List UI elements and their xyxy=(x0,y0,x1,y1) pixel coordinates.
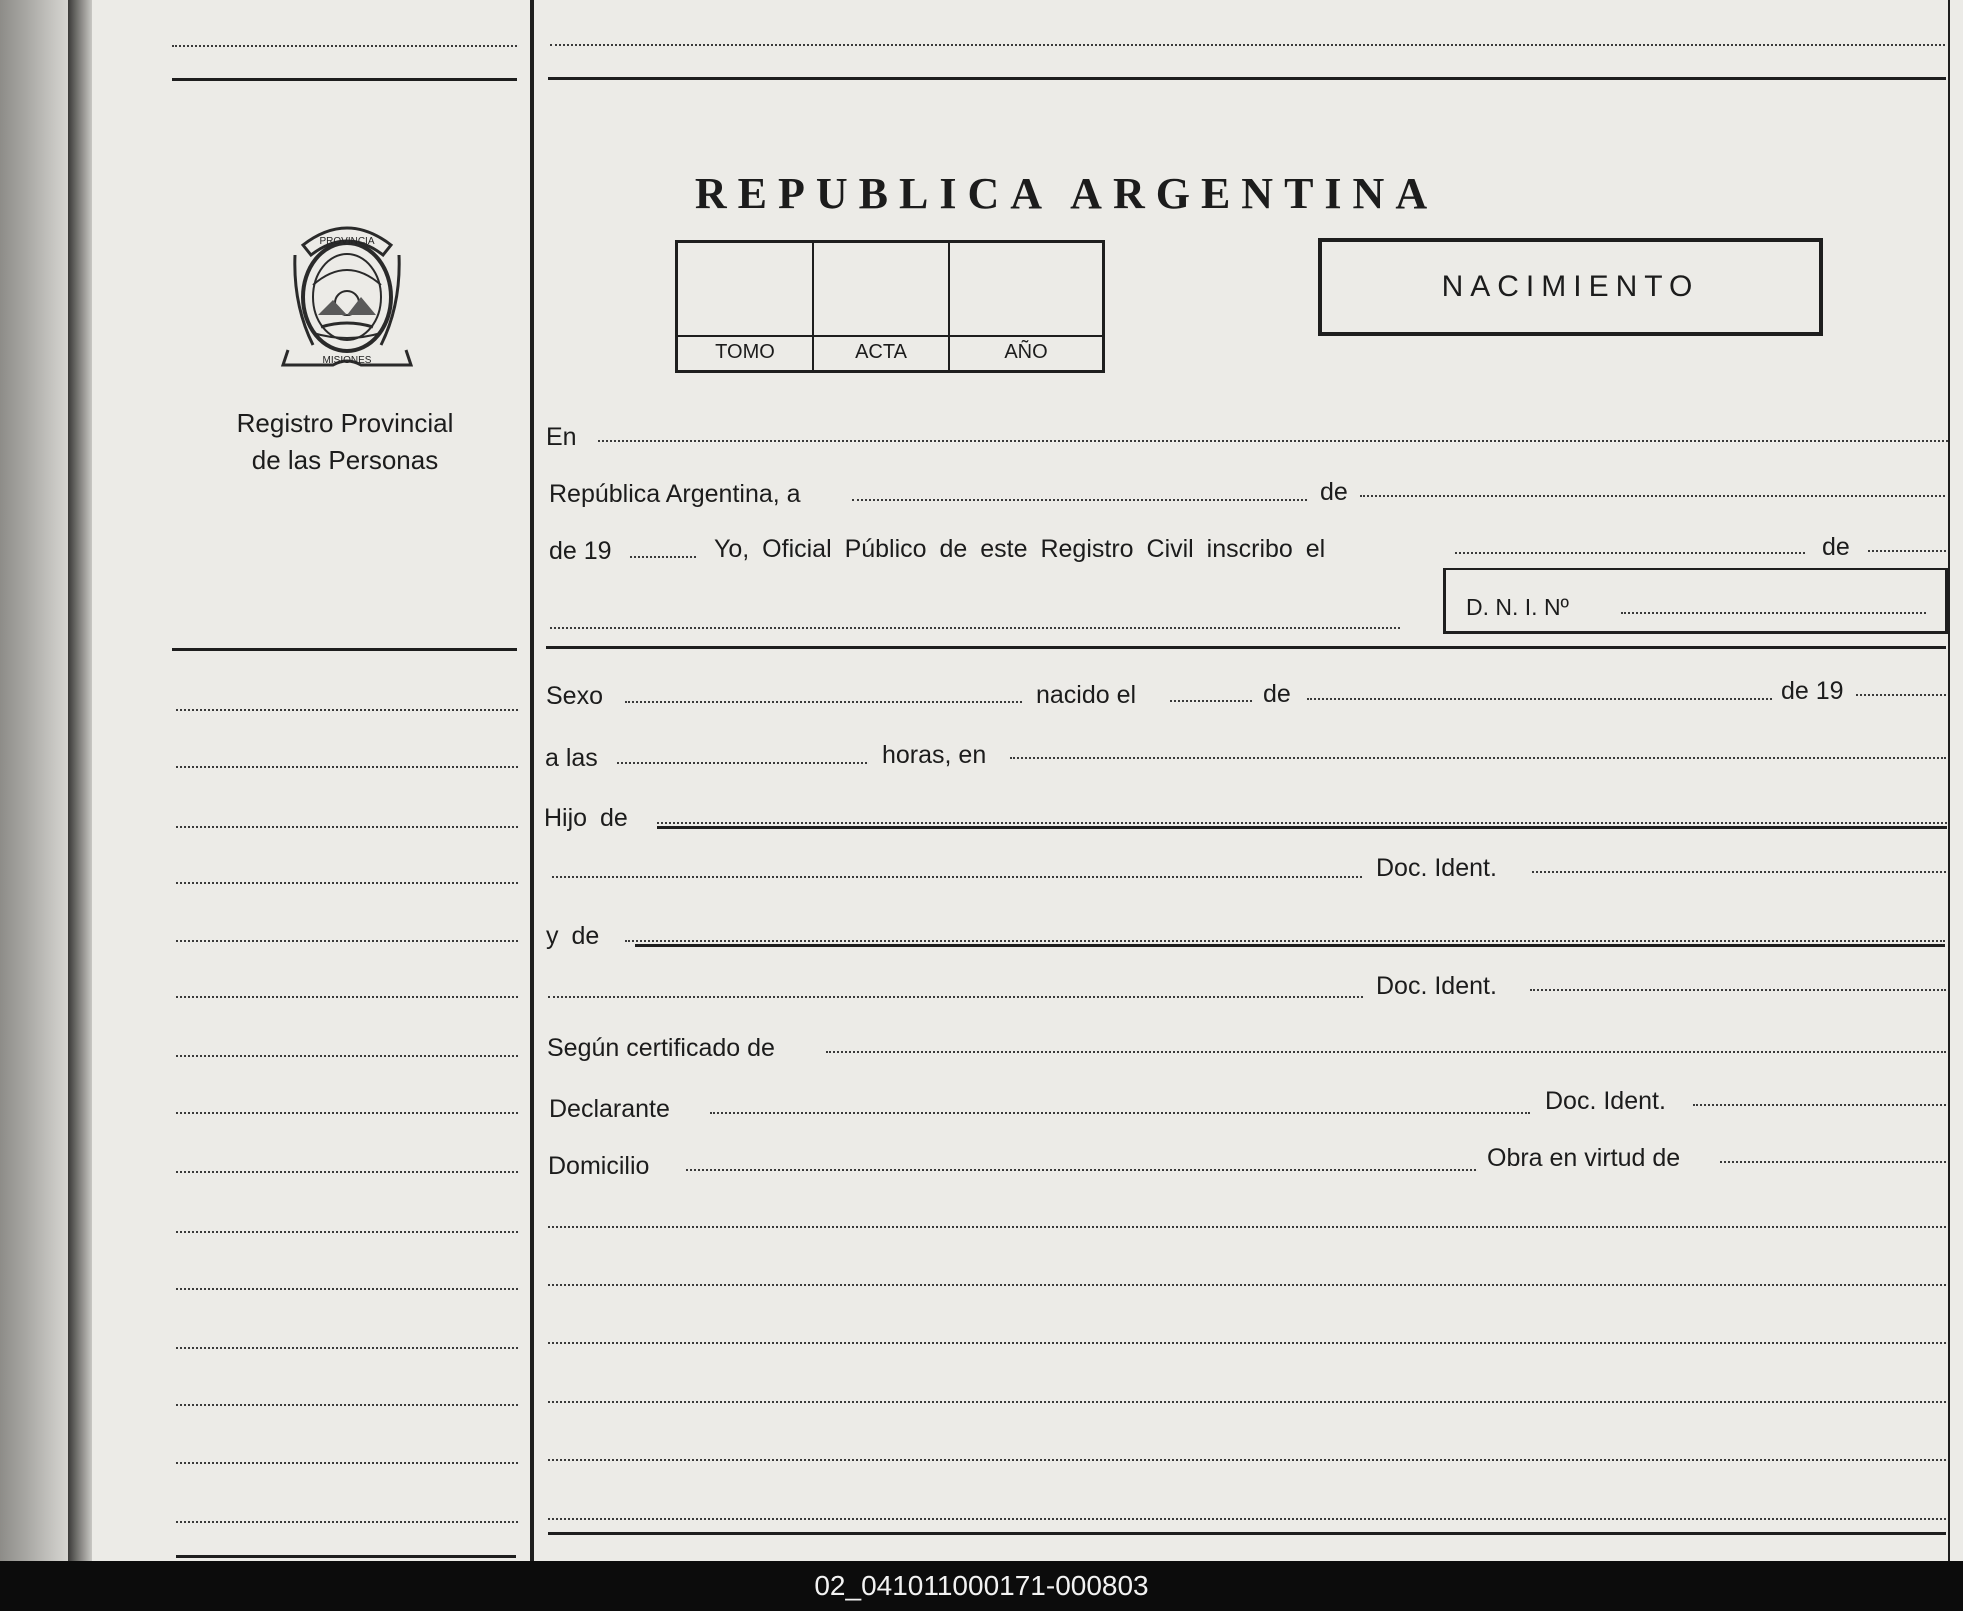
field-domicilio[interactable] xyxy=(686,1169,1476,1171)
left-top-rule xyxy=(172,78,517,81)
label-de-19: de 19 xyxy=(549,537,612,565)
padre-underline xyxy=(657,826,1947,829)
label-hijo-de: Hijo de xyxy=(544,804,628,832)
field-doc-ident-3[interactable] xyxy=(1693,1104,1946,1106)
top-right-dotted-line xyxy=(550,44,1945,46)
margin-line-12[interactable] xyxy=(176,1347,518,1349)
registry-line-2: de las Personas xyxy=(251,445,439,475)
margin-line-8[interactable] xyxy=(176,1112,518,1114)
field-madre-cont[interactable] xyxy=(548,996,1363,998)
label-en: En xyxy=(546,423,577,451)
margin-line-5[interactable] xyxy=(176,940,518,942)
field-nacido-anio[interactable] xyxy=(1856,694,1946,696)
margin-line-1[interactable] xyxy=(176,709,518,711)
margin-line-11[interactable] xyxy=(176,1288,518,1290)
seal-top-text: PROVINCIA xyxy=(319,236,375,247)
registry-line-1: Registro Provincial xyxy=(236,408,454,438)
label-declarante: Declarante xyxy=(549,1095,670,1123)
provincial-seal-icon xyxy=(273,215,421,375)
field-hora[interactable] xyxy=(617,762,867,764)
right-edge-line xyxy=(1948,0,1950,1561)
record-type-box: NACIMIENTO xyxy=(1318,238,1823,336)
margin-line-6[interactable] xyxy=(176,996,518,998)
label-sexo: Sexo xyxy=(546,682,603,710)
margin-line-2[interactable] xyxy=(176,766,518,768)
margin-line-9[interactable] xyxy=(176,1171,518,1173)
left-bottom-rule xyxy=(176,1555,516,1558)
field-padre[interactable] xyxy=(657,822,1947,824)
page-title: REPUBLICA ARGENTINA xyxy=(694,169,1439,218)
field-en[interactable] xyxy=(598,440,1948,442)
left-mid-rule xyxy=(172,648,517,651)
label-y-de: y de xyxy=(546,922,600,950)
field-dia[interactable] xyxy=(852,499,1307,501)
field-doc-ident-2[interactable] xyxy=(1530,989,1946,991)
column-divider xyxy=(530,0,534,1561)
field-obra[interactable] xyxy=(1720,1161,1946,1163)
label-de-2: de xyxy=(1822,533,1850,561)
book-spine-edge xyxy=(68,0,92,1561)
label-horas: horas, en xyxy=(882,741,987,769)
field-nacido-mes[interactable] xyxy=(1307,698,1772,700)
field-anio[interactable] xyxy=(630,556,696,558)
label-republica: República Argentina, a xyxy=(549,480,801,508)
acta-cell[interactable] xyxy=(814,243,950,370)
field-de-2[interactable] xyxy=(1868,550,1946,552)
label-doc-ident-2: Doc. Ident. xyxy=(1376,972,1497,1000)
label-de-1: de xyxy=(1320,478,1348,506)
acta-label: ACTA xyxy=(855,341,907,363)
field-dni[interactable] xyxy=(1621,612,1926,614)
label-de-19-b: de 19 xyxy=(1781,677,1844,705)
field-nacido-dia[interactable] xyxy=(1170,700,1252,702)
margin-line-4[interactable] xyxy=(176,882,518,884)
field-mes[interactable] xyxy=(1360,495,1945,497)
tomo-label: TOMO xyxy=(715,341,775,363)
label-nacido: nacido el xyxy=(1036,681,1137,709)
margin-line-7[interactable] xyxy=(176,1055,518,1057)
margin-line-3[interactable] xyxy=(176,826,518,828)
blank-line-4[interactable] xyxy=(548,1401,1946,1403)
right-bottom-rule xyxy=(548,1532,1946,1535)
label-segun: Según certificado de xyxy=(547,1034,775,1062)
label-doc-ident-1: Doc. Ident. xyxy=(1376,854,1497,882)
field-nombre[interactable] xyxy=(550,627,1400,629)
anio-cell[interactable] xyxy=(950,243,1102,370)
label-dni: D. N. I. Nº xyxy=(1466,594,1569,620)
label-yo: Yo, Oficial Público de este Registro Civil inscribo el xyxy=(714,535,1326,563)
margin-line-15[interactable] xyxy=(176,1521,518,1523)
field-certificado[interactable] xyxy=(826,1051,1946,1053)
label-obra: Obra en virtud de xyxy=(1487,1144,1681,1172)
field-madre[interactable] xyxy=(625,940,1945,942)
top-left-dotted-line xyxy=(172,45,517,47)
label-domicilio: Domicilio xyxy=(548,1152,650,1180)
label-a-las: a las xyxy=(545,744,598,772)
blank-line-6[interactable] xyxy=(548,1518,1946,1520)
registry-name xyxy=(180,405,510,479)
record-number-box xyxy=(675,240,1105,373)
label-doc-ident-3: Doc. Ident. xyxy=(1545,1087,1666,1115)
blank-line-5[interactable] xyxy=(548,1459,1946,1461)
field-lugar[interactable] xyxy=(1010,757,1946,759)
anio-label: AÑO xyxy=(1004,341,1048,363)
field-inscribo[interactable] xyxy=(1455,552,1805,554)
field-sexo[interactable] xyxy=(625,701,1022,703)
right-mid-rule xyxy=(546,646,1946,649)
right-top-rule xyxy=(548,77,1946,80)
book-spine xyxy=(0,0,68,1561)
label-de-3: de xyxy=(1263,680,1291,708)
margin-line-14[interactable] xyxy=(176,1462,518,1464)
dni-box xyxy=(1443,568,1948,634)
blank-line-2[interactable] xyxy=(548,1284,1946,1286)
madre-underline xyxy=(635,944,1945,947)
margin-line-13[interactable] xyxy=(176,1404,518,1406)
scan-id-footer: 02_041011000171-000803 xyxy=(0,1561,1963,1611)
seal-bottom-text: MISIONES xyxy=(322,355,372,366)
field-doc-ident-1[interactable] xyxy=(1532,871,1946,873)
field-declarante[interactable] xyxy=(710,1112,1530,1114)
blank-line-1[interactable] xyxy=(548,1226,1946,1228)
tomo-cell[interactable] xyxy=(678,243,814,370)
blank-line-3[interactable] xyxy=(548,1342,1946,1344)
margin-line-10[interactable] xyxy=(176,1231,518,1233)
field-padre-cont[interactable] xyxy=(552,876,1362,878)
